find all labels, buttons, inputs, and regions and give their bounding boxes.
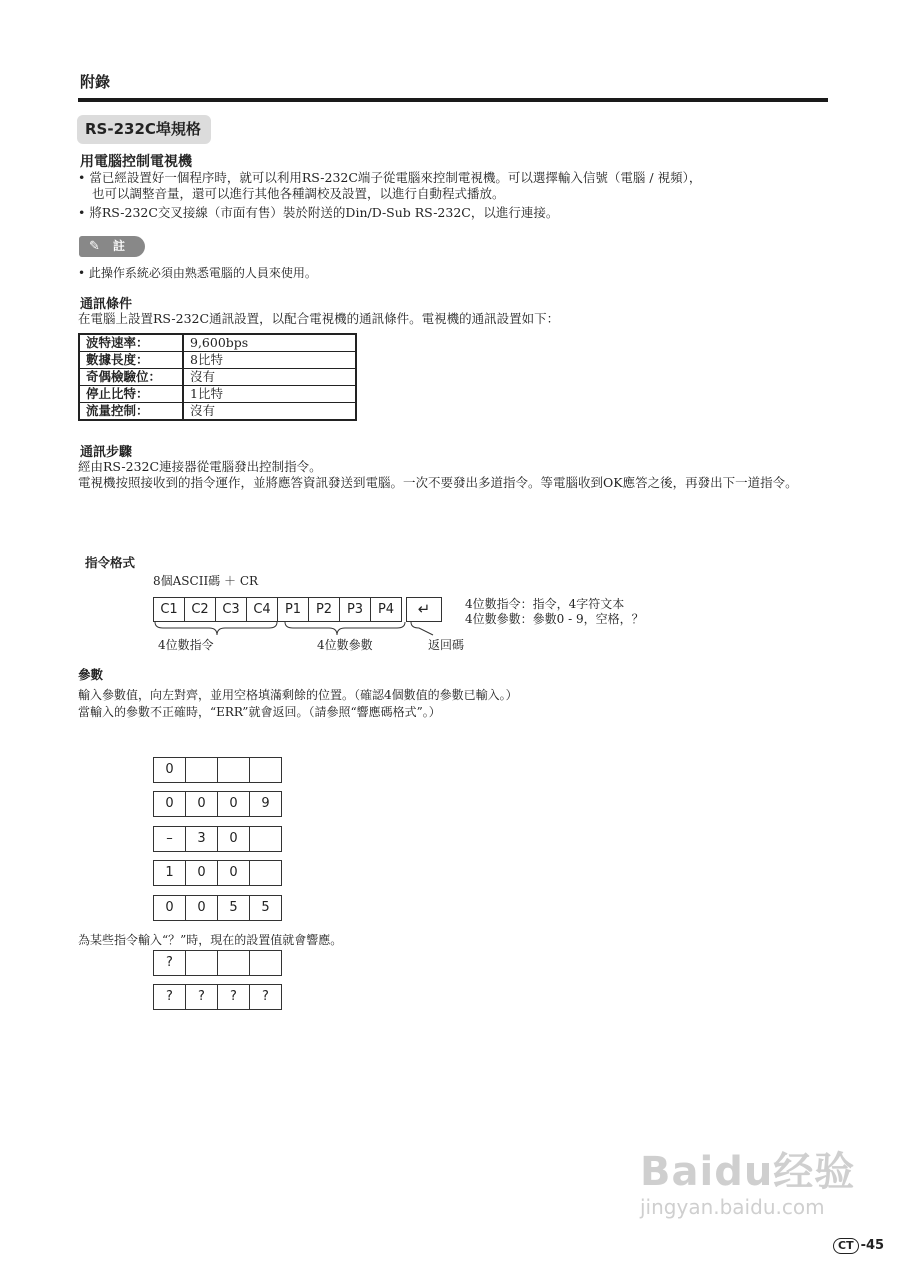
parameters-heading: 參數 <box>78 667 104 682</box>
procedure-heading: 通訊步驟 <box>80 445 133 460</box>
section-title: RS-232C埠規格 <box>77 115 211 144</box>
section-label: 附錄 <box>80 73 111 91</box>
param-box: P2 <box>308 597 339 622</box>
param-box: P1 <box>277 597 308 622</box>
param-cell <box>185 757 217 783</box>
procedure-line-2: 電視機按照接收到的指令運作，並將應答資訊發送到電腦。一次不要發出多道指令。等電腦收到OK應答之後，再發出下一道指令。 <box>78 475 798 490</box>
param-cell: 5 <box>217 895 249 921</box>
page-number-value: -45 <box>860 1238 885 1253</box>
communication-heading: 通訊條件 <box>80 297 133 312</box>
param-cell <box>249 757 282 783</box>
label-param: 4位數參數 <box>317 638 373 652</box>
param-cell: 0 <box>185 895 217 921</box>
watermark-brand: Baidu经验 <box>640 1149 856 1195</box>
command-boxes <box>153 597 442 622</box>
command-format-heading: 指令格式 <box>85 555 136 570</box>
param-box: P3 <box>339 597 370 622</box>
table-value: 1比特 <box>183 386 356 403</box>
return-key-icon: ↵ <box>406 597 442 622</box>
ascii-label: 8個ASCII碼 ＋ CR <box>153 574 259 588</box>
query-example <box>153 984 282 1010</box>
param-cell: 5 <box>249 895 282 921</box>
procedure-line-1: 經由RS-232C連接器從電腦發出控制指令。 <box>78 459 322 474</box>
command-box: C2 <box>184 597 215 622</box>
query-cell: ? <box>153 984 185 1010</box>
table-row <box>79 386 356 403</box>
command-box: C4 <box>246 597 277 622</box>
query-cell <box>249 950 282 976</box>
param-cell: 0 <box>217 826 249 852</box>
header-rule <box>78 98 828 102</box>
param-cell: 0 <box>153 757 185 783</box>
param-example <box>153 791 282 817</box>
query-cell: ? <box>249 984 282 1010</box>
param-example <box>153 757 282 783</box>
param-box: P4 <box>370 597 402 622</box>
page-number <box>833 1238 884 1254</box>
param-cell <box>217 757 249 783</box>
table-row <box>79 403 356 421</box>
param-cell: 0 <box>217 860 249 886</box>
table-key: 數據長度： <box>79 352 183 369</box>
command-box: C1 <box>153 597 184 622</box>
note-label: 註 <box>113 239 126 253</box>
note-text: • 此操作系統必須由熟悉電腦的人員來使用。 <box>78 266 317 280</box>
param-cell: 3 <box>185 826 217 852</box>
table-key: 奇偶檢驗位： <box>79 369 183 386</box>
param-cell: – <box>153 826 185 852</box>
parameters-line-1: 輸入參數值，向左對齊，並用空格填滿剩餘的位置。（確認4個數值的參數已輸入。） <box>78 688 518 702</box>
param-cell <box>249 826 282 852</box>
communication-description: 在電腦上設置RS-232C通訊設置，以配合電視機的通訊條件。電視機的通訊設置如下： <box>78 311 560 326</box>
table-key: 流量控制： <box>79 403 183 421</box>
param-cell: 0 <box>153 895 185 921</box>
label-command: 4位數指令 <box>158 638 214 652</box>
table-row <box>79 334 356 352</box>
note-badge <box>79 236 145 257</box>
query-example <box>153 950 282 976</box>
query-cell: ? <box>217 984 249 1010</box>
param-cell: 0 <box>217 791 249 817</box>
table-value: 沒有 <box>183 403 356 421</box>
param-example <box>153 826 282 852</box>
table-row <box>79 352 356 369</box>
param-cell: 0 <box>185 791 217 817</box>
query-cell: ? <box>153 950 185 976</box>
param-cell <box>249 860 282 886</box>
table-value: 9,600bps <box>183 334 356 352</box>
format-brackets <box>153 621 453 637</box>
watermark <box>640 1140 855 1219</box>
subtitle: 用電腦控制電視機 <box>80 154 192 170</box>
param-example <box>153 860 282 886</box>
param-cell: 1 <box>153 860 185 886</box>
communication-table <box>78 333 357 421</box>
intro-bullet-1: • 當已經設置好一個程序時，就可以利用RS-232C端子從電腦來控制電視機。可以選擇輸入信號（電腦 / 視頻）， <box>78 170 702 185</box>
pencil-icon: ✎ <box>89 239 100 254</box>
param-example <box>153 895 282 921</box>
table-key: 停止比特： <box>79 386 183 403</box>
param-cell: 0 <box>185 860 217 886</box>
intro-bullet-2: • 將RS-232C交叉接線（市面有售）裝於附送的Din/D-Sub RS-232C，以進行連接。 <box>78 205 559 220</box>
table-value: 沒有 <box>183 369 356 386</box>
table-row <box>79 369 356 386</box>
table-value: 8比特 <box>183 352 356 369</box>
query-text: 為某些指令輸入“？”時，現在的設置值就會響應。 <box>78 933 343 947</box>
query-cell <box>185 950 217 976</box>
intro-bullet-1-cont: 也可以調整音量，還可以進行其他各種調校及設置，以進行自動程式播放。 <box>92 186 505 201</box>
command-desc-1: 4位數指令：指令，4字符文本 <box>465 597 625 611</box>
param-cell: 0 <box>153 791 185 817</box>
command-box: C3 <box>215 597 246 622</box>
watermark-url: jingyan.baidu.com <box>640 1195 825 1219</box>
query-cell: ? <box>185 984 217 1010</box>
param-cell: 9 <box>249 791 282 817</box>
parameters-line-2: 當輸入的參數不正確時，“ERR”就會返回。（請參照“響應碼格式”。） <box>78 705 441 719</box>
label-return: 返回碼 <box>428 638 465 652</box>
table-key: 波特速率： <box>79 334 183 352</box>
command-desc-2: 4位數參數：參數0 - 9，空格，？ <box>465 612 644 626</box>
language-badge: CT <box>833 1238 859 1254</box>
query-cell <box>217 950 249 976</box>
